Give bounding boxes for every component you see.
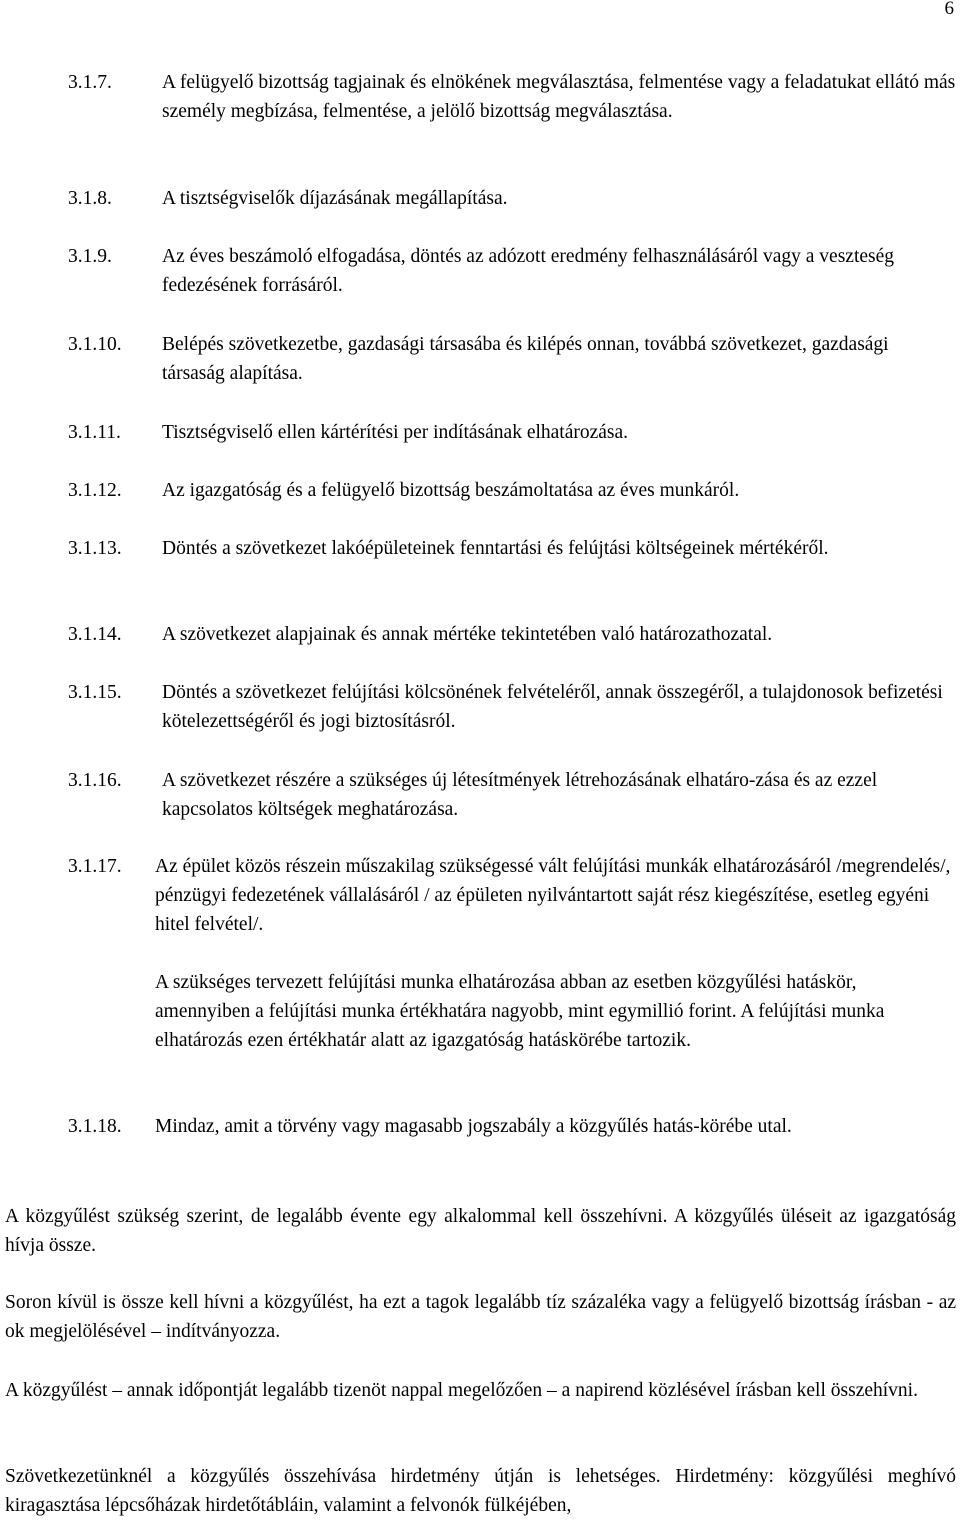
item-text: A felügyelő bizottság tagjainak és elnökének megválasztása, felmentése vagy a feladatukat ellátó más személy megbízása, felmentése, a jelölő bizottság megválasztása. xyxy=(162,72,956,122)
item-text: A szövetkezet alapjainak és annak mértéke tekintetében való határozathozatal. xyxy=(162,624,773,645)
item-text: Mindaz, amit a törvény vagy magasabb jogszabály a közgyűlés hatás-körébe utal. xyxy=(155,1116,792,1137)
item-number: 3.1.13. xyxy=(68,538,122,559)
item-number: 3.1.8. xyxy=(68,188,112,209)
item-number: 3.1.15. xyxy=(68,682,122,703)
body-paragraph: A közgyűlést – annak időpontját legalább tizenöt nappal megelőzően – a napirend közlésével írásban kell összehívni. xyxy=(5,1380,918,1401)
item-text: Döntés a szövetkezet lakóépületeinek fenntartási és felújtási költségeinek mértékéről. xyxy=(162,538,829,559)
item-number: 3.1.18. xyxy=(68,1116,122,1137)
body-paragraph: A közgyűlést szükség szerint, de legalább évente egy alkalommal kell összehívni. A közgyűlés üléseit az igazgatóság hívja össze. xyxy=(5,1206,956,1256)
item-number: 3.1.16. xyxy=(68,770,122,791)
item-number: 3.1.10. xyxy=(68,334,122,355)
item-number: 3.1.9. xyxy=(68,246,112,267)
page-number: 6 xyxy=(944,0,954,19)
item-text: Tisztségviselő ellen kártérítési per indításának elhatározása. xyxy=(162,422,629,443)
item-number: 3.1.12. xyxy=(68,480,122,501)
item-text: Az épület közös részein műszakilag szükségessé vált felújítási munkák elhatározásáról /megrendelés/, pénzügyi fedezetének vállalásáról / az épületen nyilvántartott saját rész kiegészítése, esetleg egyéni hitel felvétel/. xyxy=(155,856,951,935)
item-number: 3.1.11. xyxy=(68,422,121,443)
item-continuation-text: A szükséges tervezett felújítási munka elhatározása abban az esetben közgyűlési hatáskör, amennyiben a felújítási munka értékhatára nagyobb, mint egymillió forint. A felújítási munka elhatározás ezen értékhatár alatt az igazgatóság hatáskörébe tartozik. xyxy=(155,972,885,1051)
body-paragraph: Soron kívül is össze kell hívni a közgyűlést, ha ezt a tagok legalább tíz százaléka vagy a felügyelő bizottság írásban - az ok megjelölésével – indítványozza. xyxy=(5,1292,956,1342)
item-number: 3.1.14. xyxy=(68,624,122,645)
item-text: Döntés a szövetkezet felújítási kölcsönének felvételéről, annak összegéről, a tulajdonosok befizetési kötelezettségéről és jogi biztosításról. xyxy=(162,682,943,732)
item-text: A szövetkezet részére a szükséges új létesítmények létrehozásának elhatáro-zása és az ezzel kapcsolatos költségek meghatározása. xyxy=(162,770,878,820)
item-text: Belépés szövetkezetbe, gazdasági társasába és kilépés onnan, továbbá szövetkezet, gazdasági társaság alapítása. xyxy=(162,334,889,384)
item-text: A tisztségviselők díjazásának megállapítása. xyxy=(162,188,508,209)
item-text: Az igazgatóság és a felügyelő bizottság beszámoltatása az éves munkáról. xyxy=(162,480,740,501)
item-number: 3.1.7. xyxy=(68,72,112,93)
item-number: 3.1.17. xyxy=(68,856,122,877)
item-text: Az éves beszámoló elfogadása, döntés az adózott eredmény felhasználásáról vagy a veszteség fedezésének forrásáról. xyxy=(162,246,895,296)
body-paragraph: Szövetkezetünknél a közgyűlés összehívása hirdetmény útján is lehetséges. Hirdetmény: közgyűlési meghívó kiragasztása lépcsőházak hirdetőtábláin, valamint a felvonók fülkéjében, xyxy=(5,1466,956,1516)
